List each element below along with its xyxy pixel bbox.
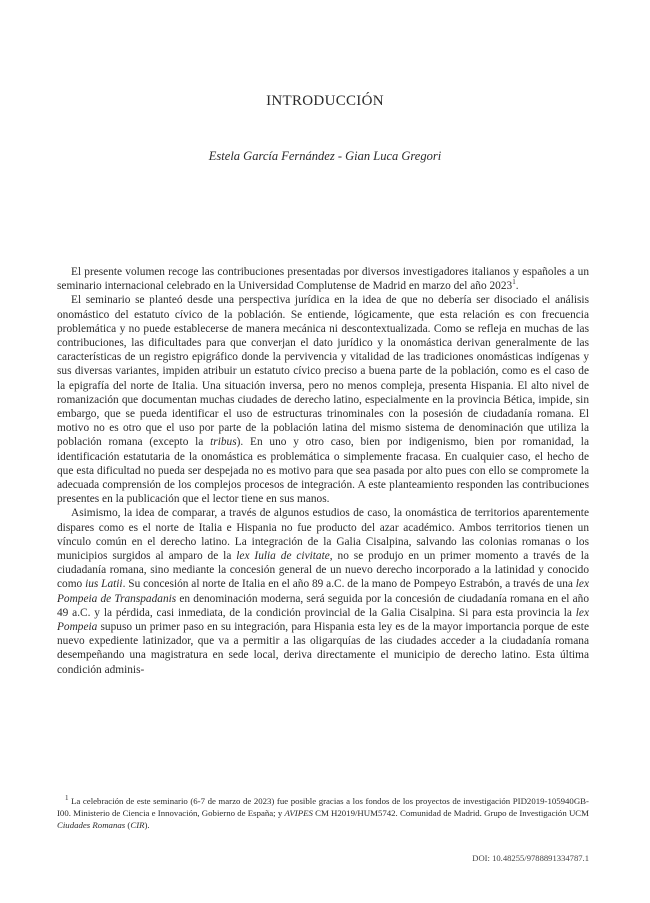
footnote-ref[interactable]: 1 (512, 278, 516, 287)
page-title: INTRODUCCIÓN (266, 93, 384, 109)
paragraph-1-text: El presente volumen recoge las contribuciones presentadas por diversos investigadores italianos y españoles a un seminario internacional celebrado en la Universidad Complutense de Madrid en marzo del año 2023 (57, 266, 589, 293)
footnote-cir: CIR (130, 820, 145, 830)
term-ius-latii: ius Latii (85, 578, 123, 591)
paragraph-3-text-a: Asimismo, la idea de comparar, a través de algunos estudios de caso, la onomástica de territorios aparentemente dispares como es el norte de Italia e Hispania no fue producto del azar académico. Ambos territorios tienen un vínculo común en el derecho latino. La integración de la Galia Cisalpina, salvando las colonias romanas o los municipios surgidos al amparo de la (57, 507, 589, 563)
paragraph-3 (57, 506, 589, 676)
footnote-ciudades-romanas: Ciudades Romanas (57, 820, 126, 830)
term-lex-pompeia-transpadanis: lex Pompeia de Transpadanis (57, 578, 590, 605)
authors-line: Estela García Fernández - Gian Luca Gregori (208, 149, 442, 163)
footnote-text-a: La celebración de este seminario (6-7 de marzo de 2023) fue posible gracias a los fondos de los proyectos de investigación PID2019-105940GB-I00. Ministerio de Ciencia e Innovación, Gobierno de España; y (57, 796, 589, 818)
footnote-1 (57, 795, 589, 831)
footnote-text-d: ). (144, 820, 150, 830)
body-text (57, 265, 589, 677)
paragraph-2-text-b: ). En uno y otro caso, bien por indigenismo, bien por romanidad, la identificación estatutaria de la onomástica es problemática o simplemente fracasa. En cualquier caso, el hecho de que esta dificultad no pueda ser despejada no es motivo para que sea pasada por alto pues con ello se compromete la adecuada comprensión de los complejos procesos de integración. A este planteamiento responden las contribuciones presentes en la publicación que el lector tiene en sus manos. (57, 436, 589, 506)
term-lex-iulia: lex Iulia de civitate (236, 550, 330, 563)
paragraph-2-text-a: El seminario se planteó desde una perspectiva jurídica en la idea de que no debería ser disociado el análisis onomástico del estatuto cívico de la población. Se entiende, lógicamente, que esta relación es con frecuencia problemática y no puede establecerse de manera mecánica ni descontextualizada. Como se refleja en muchas de las contribuciones, las dificultades para que converjan el dato jurídico y la onomástica derivan generalmente de las características de un registro epigráfico donde la pervivencia y vitalidad de las tradiciones onomásticas indígenas y sus diversas variantes, impiden atribuir un estatuto cívico preciso a buena parte de la población, como es el caso de la epigrafía del norte de Italia. Una situación inversa, pero no menos compleja, presenta Hispania. El alto nivel de romanización que documentan muchas ciudades de derecho latino, especialmente en la provincia Bética, impide, sin embargo, que se pueda identificar el uso de estructuras trinominales con la posesión de ciudadanía romana. El motivo no es otro que el uso por parte de la población latina del mismo sistema de denominación que utiliza la población romana (excepto la (57, 294, 589, 449)
footnote-avipes: AVIPES (284, 808, 313, 818)
footnote-text-c: ( (125, 820, 131, 830)
paragraph-1 (57, 265, 589, 293)
footnote-area (57, 795, 589, 831)
doi-line: DOI: 10.48255/9788891334787.1 (472, 853, 589, 863)
paragraph-3-text-c: . Su concesión al norte de Italia en el año 89 a.C. de la mano de Pompeyo Estrabón, a través de una (122, 578, 576, 591)
term-lex-pompeia: lex Pompeia (57, 606, 589, 634)
paragraph-3-text-e: supuso un primer paso en su integración, para Hispania esta ley es de la mayor importancia porque de este nuevo expediente latinizador, que va a permitir a las oligarquías de las ciudades acceder a la ciudadanía romana desempeñando una magistratura en sede local, deriva directamente el municipio de derecho latino. Esta última condición adminis- (57, 621, 589, 676)
paragraph-1-end: . (515, 280, 519, 293)
paragraph-2 (57, 293, 589, 506)
paragraph-3-text-b: , no se produjo en un primer momento a través de la ciudadanía romana, sino mediante la concesión general de un nuevo derecho incorporado a la latinidad y conocido como (57, 550, 589, 591)
paragraph-3-text-d: en denominación moderna, será seguida por la concesión de ciudadanía romana en el año 49 a.C. y la pérdida, casi inmediata, de la condición provincial de la Galia Cisalpina. Si para esta provincia la (57, 592, 589, 619)
term-tribus: tribus (210, 436, 237, 449)
footnote-number: 1 (65, 794, 69, 803)
footnote-text-b: CM H2019/HUM5742. Comunidad de Madrid. Grupo de Investigación UCM (312, 808, 589, 818)
